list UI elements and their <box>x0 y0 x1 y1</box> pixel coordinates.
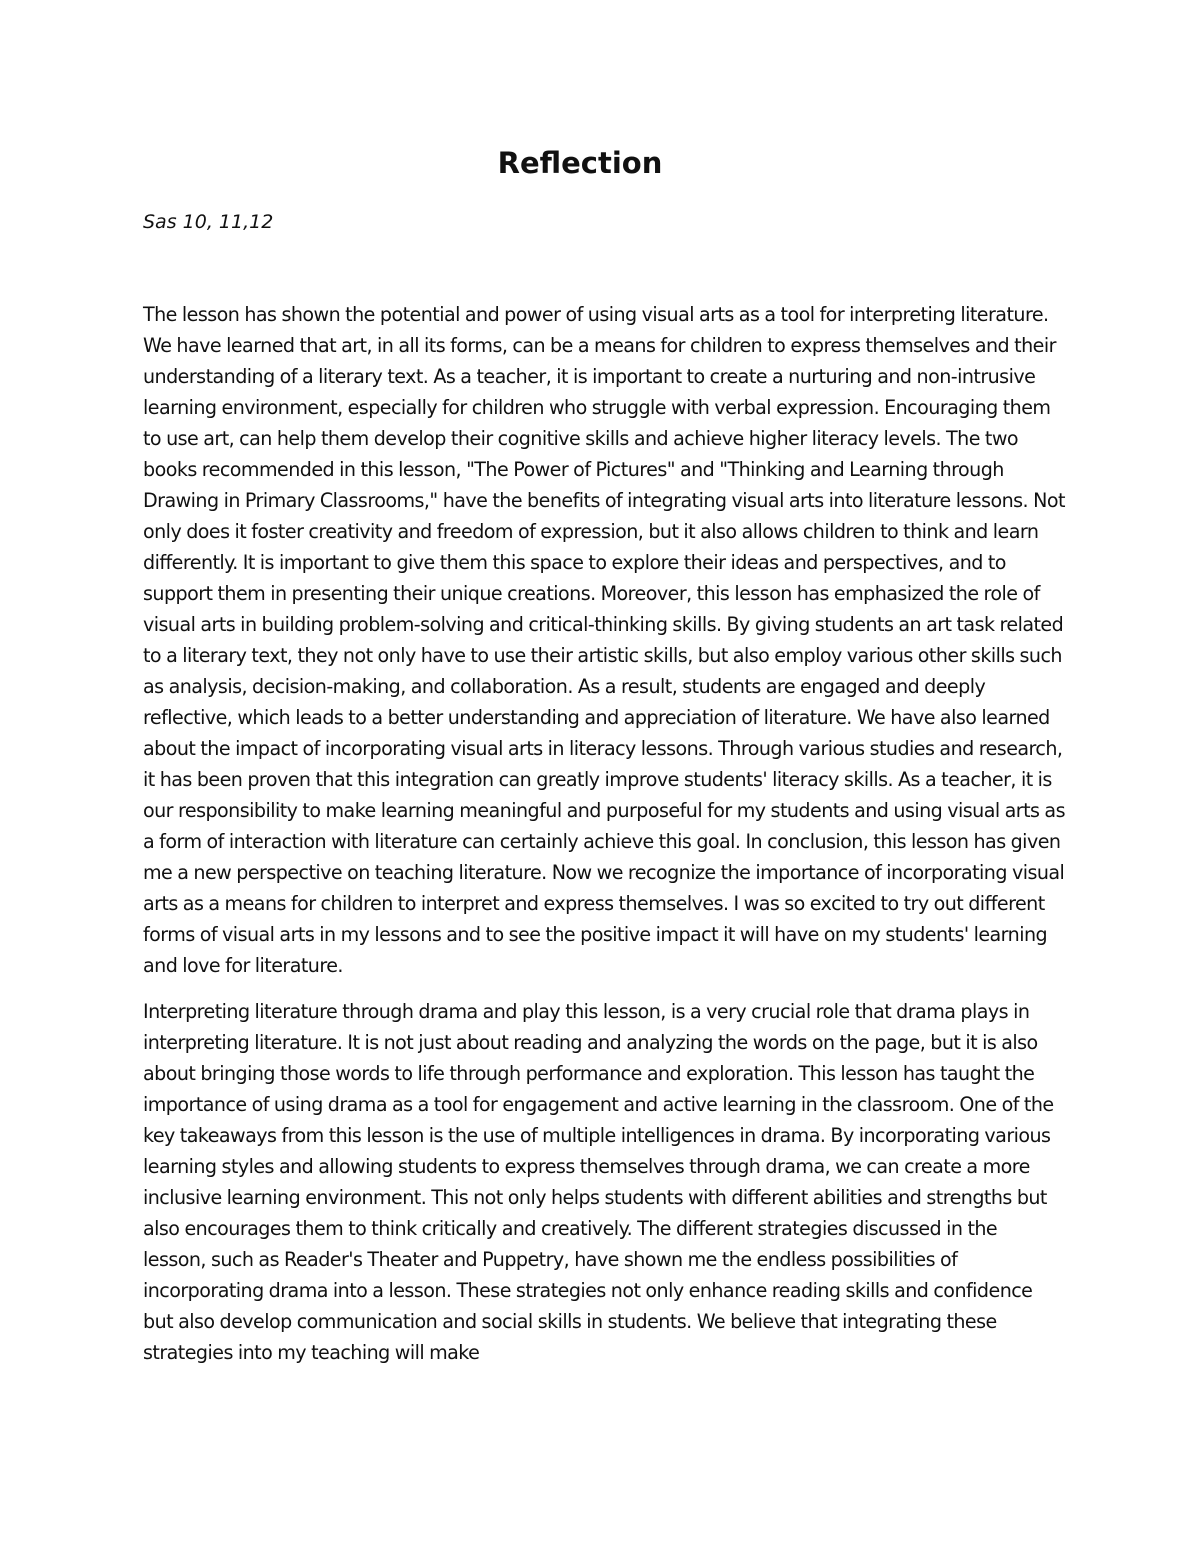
paragraph-visual-arts: The lesson has shown the potential and power of using visual arts as a tool for interpreting literature. We have learned that art, in all its forms, can be a means for children to express themselves and their understanding of a literary text. As a teacher, it is important to create a nurturing and non-intrusive learning environment, especially for children who struggle with verbal expression. Encouraging them to use art, can help them develop their cognitive skills and achieve higher literacy levels. The two books recommended in this lesson, "The Power of Pictures" and "Thinking and Learning through Drawing in Primary Classrooms," have the benefits of integrating visual arts into literature lessons. Not only does it foster creativity and freedom of expression, but it also allows children to think and learn differently. It is important to give them this space to explore their ideas and perspectives, and to support them in presenting their unique creations. Moreover, this lesson has emphasized the role of visual arts in building problem-solving and critical-thinking skills. By giving students an art task related to a literary text, they not only have to use their artistic skills, but also employ various other skills such as analysis, decision-making, and collaboration. As a result, students are engaged and deeply reflective, which leads to a better understanding and appreciation of literature. We have also learned about the impact of incorporating visual arts in literacy lessons. Through various studies and research, it has been proven that this integration can greatly improve students' literacy skills. As a teacher, it is our responsibility to make learning meaningful and purposeful for my students and using visual arts as a form of interaction with literature can certainly achieve this goal. In conclusion, this lesson has given me a new perspective on teaching literature. Now we recognize the importance of incorporating visual arts as a means for children to interpret and express themselves. I was so excited to try out different forms of visual arts in my lessons and to see the positive impact it will have on my students' learning and love for literature. <box>143 303 1065 977</box>
paragraph-drama: Interpreting literature through drama and play this lesson, is a very crucial role that drama plays in interpreting literature. It is not just about reading and analyzing the words on the page, but it is also about bringing those words to life through performance and exploration. This lesson has taught the importance of using drama as a tool for engagement and active learning in the classroom. One of the key takeaways from this lesson is the use of multiple intelligences in drama. By incorporating various learning styles and allowing students to express themselves through drama, we can create a more inclusive learning environment. This not only helps students with different abilities and strengths but also encourages them to think critically and creatively. The different strategies discussed in the lesson, such as Reader's Theater and Puppetry, have shown me the endless possibilities of incorporating drama into a lesson. These strategies not only enhance reading skills and confidence but also develop communication and social skills in students. We believe that integrating these strategies into my teaching will make <box>143 1000 1054 1364</box>
document-title: Reflection <box>497 146 663 180</box>
document-subtitle: Sas 10, 11,12 <box>143 211 274 233</box>
document-body <box>143 299 1065 1383</box>
